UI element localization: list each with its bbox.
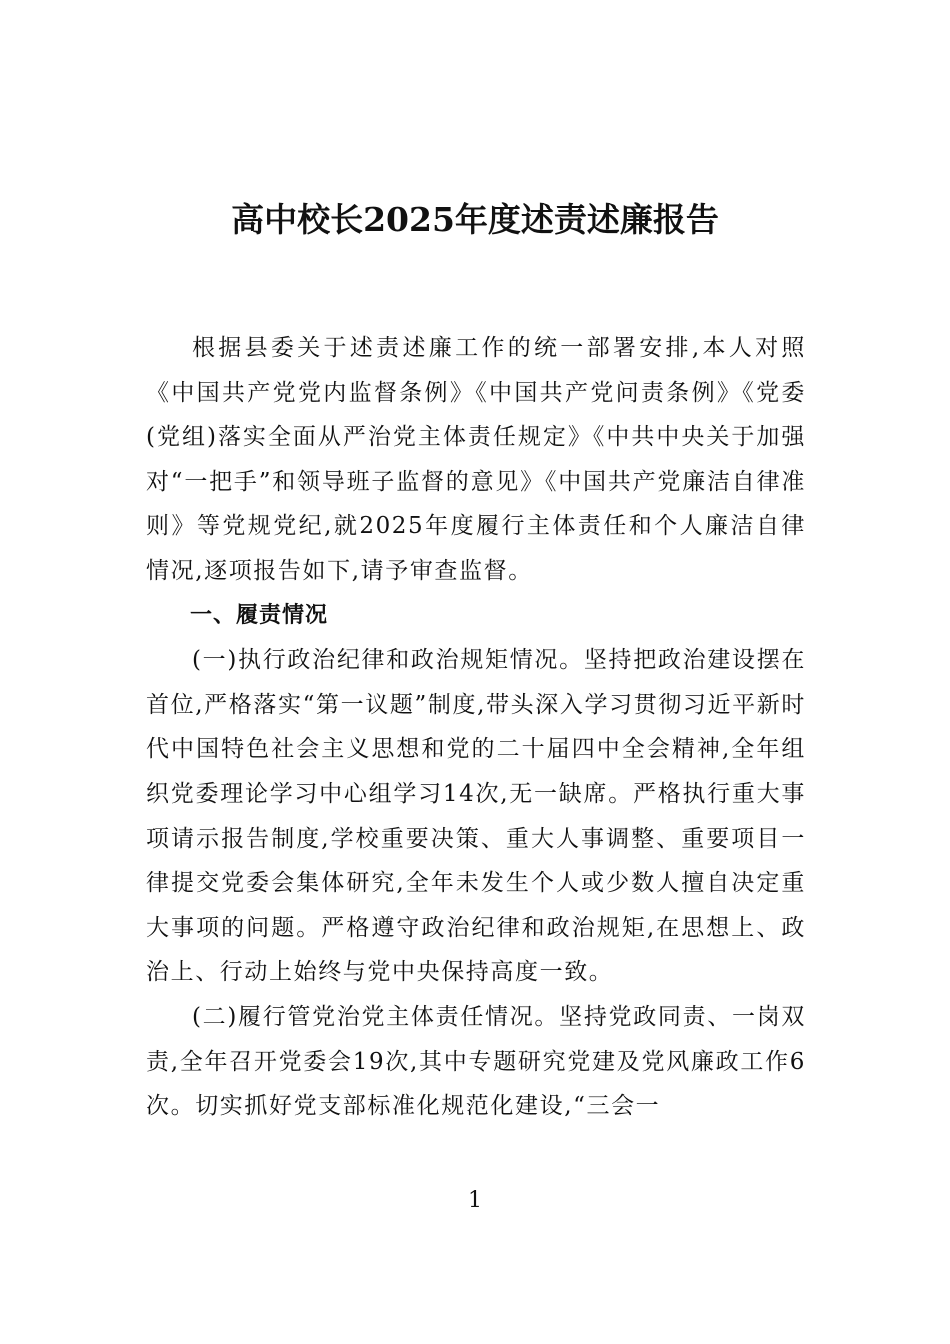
section-paragraph-1: (一)执行政治纪律和政治规矩情况。坚持把政治建设摆在首位,严格落实“第一议题”制度,带头深入学习贯彻习近平新时代中国特色社会主义思想和党的二十届四中全会精神,全年组织党委理论学习中心组学习14次,无一缺席。严格执行重大事项请示报告制度,学校重要决策、重大人事调整、重要项目一律提交党委会集体研究,全年未发生个人或少数人擅自决定重大事项的问题。严格遵守政治纪律和政治规矩,在思想上、政治上、行动上始终与党中央保持高度一致。 bbox=[146, 647, 806, 986]
intro-paragraph: 根据县委关于述责述廉工作的统一部署安排,本人对照《中国共产党党内监督条例》《中国共产党问责条例》《党委(党组)落实全面从严治党主体责任规定》《中共中央关于加强对“一把手”和领导班子监督的意见》《中国共产党廉洁自律准则》等党规党纪,就2025年度履行主体责任和个人廉洁自律情况,逐项报告如下,请予审查监督。 bbox=[146, 335, 806, 584]
document-body bbox=[146, 326, 806, 1129]
page-number: 1 bbox=[468, 1188, 482, 1213]
section-paragraph-2: (二)履行管党治党主体责任情况。坚持党政同责、一岗双责,全年召开党委会19次,其中专题研究党建及党风廉政工作6次。切实抓好党支部标准化规范化建设,“三会一 bbox=[146, 1003, 806, 1120]
section-heading: 一、履责情况 bbox=[190, 602, 329, 628]
document-title: 高中校长2025年度述责述廉报告 bbox=[231, 200, 719, 239]
